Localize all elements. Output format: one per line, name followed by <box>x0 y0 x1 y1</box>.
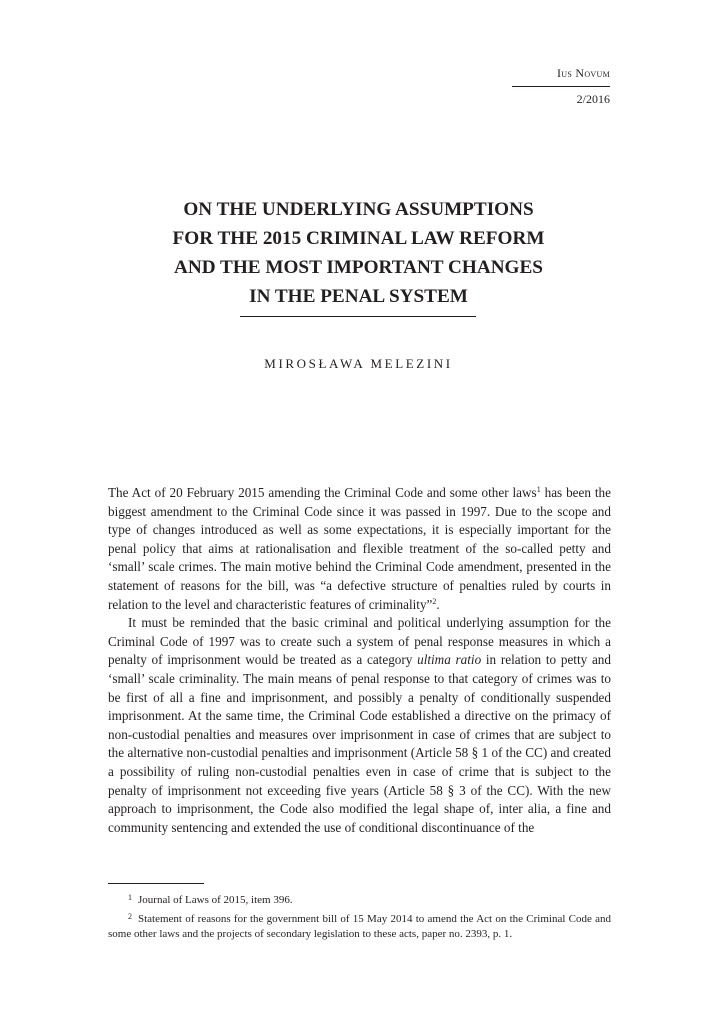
journal-name: Ius Novum <box>556 66 610 80</box>
paragraph-2-emphasis: ultima ratio <box>417 652 482 668</box>
footnote-2 <box>108 909 611 943</box>
footnote-number: 1 <box>128 893 132 902</box>
title-line: ON THE UNDERLYING ASSUMPTIONS <box>183 199 534 220</box>
title-line: FOR THE 2015 CRIMINAL LAW REFORM <box>172 228 545 249</box>
footnote-number: 2 <box>128 911 132 921</box>
issue-number: 2/2016 <box>576 92 610 106</box>
paragraph-1-text-a: The Act of 20 February 2015 amending the Criminal Code and some other laws <box>108 485 537 500</box>
footnote-rule <box>108 883 204 884</box>
article-title <box>120 195 597 311</box>
paragraph-1-text-c: . <box>436 596 440 612</box>
footnotes <box>108 890 611 943</box>
footnote-1 <box>108 890 611 909</box>
title-line: AND THE MOST IMPORTANT CHANGES <box>174 257 543 278</box>
paragraph-1-text-b: has been the biggest amendment to the Criminal Code since it was passed in 1997. Due to the scope and type of changes introduced as well as some expectations, it is especially important for the penal policy that aims at rationalisation and flexible treatment of the so-called petty and ‘small’ scale crimes. The main motive behind the Criminal Code amendment, presented in the statement of reasons for the bill, was “a defective structure of penalties ruled by courts in relation to the level and characteristic features of criminality” <box>108 485 611 612</box>
footnote-text: Statement of reasons for the government bill of 15 May 2014 to amend the Act on the Criminal Code and some other laws and the projects of secondary legislation to these acts, paper no. 2393, p. 1. <box>108 912 611 940</box>
footnote-ref-2: 2 <box>432 596 437 606</box>
author-name: MIROSŁAWA MELEZINI <box>264 356 453 371</box>
paragraph-2-text-b: in relation to petty and ‘small’ scale criminality. The main means of penal response to that category of crimes was to be first of all a fine and imprisonment, and possibly a penalty of conditionally suspended imprisonment. At the same time, the Criminal Code established a directive on the primacy of non-custodial penalties and measures over imprisonment in case of crimes that are subject to the alternative non-custodial penalties and imprisonment (Article 58 § 1 of the CC) and created a possibility of ruling non-custodial penalties even in case of crime that is subject to the penalty of imprisonment not exceeding five years (Article 58 § 3 of the CC). With the new approach to imprisonment, the Code also modified the legal shape of, inter alia, a fine and community sentencing and extended the use of conditional discontinuance of the <box>108 652 611 835</box>
article-body <box>108 484 611 837</box>
paragraph-2 <box>108 614 611 837</box>
journal-rule <box>512 86 610 87</box>
paragraph-2-text-a: It must be reminded that the basic criminal and political underlying assumption for the Criminal Code of 1997 was to create such a system of penal response measures in which a penalty of imprisonment would be treated as a category <box>108 615 611 668</box>
paragraph-1 <box>108 484 611 614</box>
footnote-text: Journal of Laws of 2015, item 396. <box>138 894 293 906</box>
title-line: IN THE PENAL SYSTEM <box>249 286 468 307</box>
footnote-ref-1: 1 <box>536 485 541 494</box>
title-rule <box>240 316 476 317</box>
